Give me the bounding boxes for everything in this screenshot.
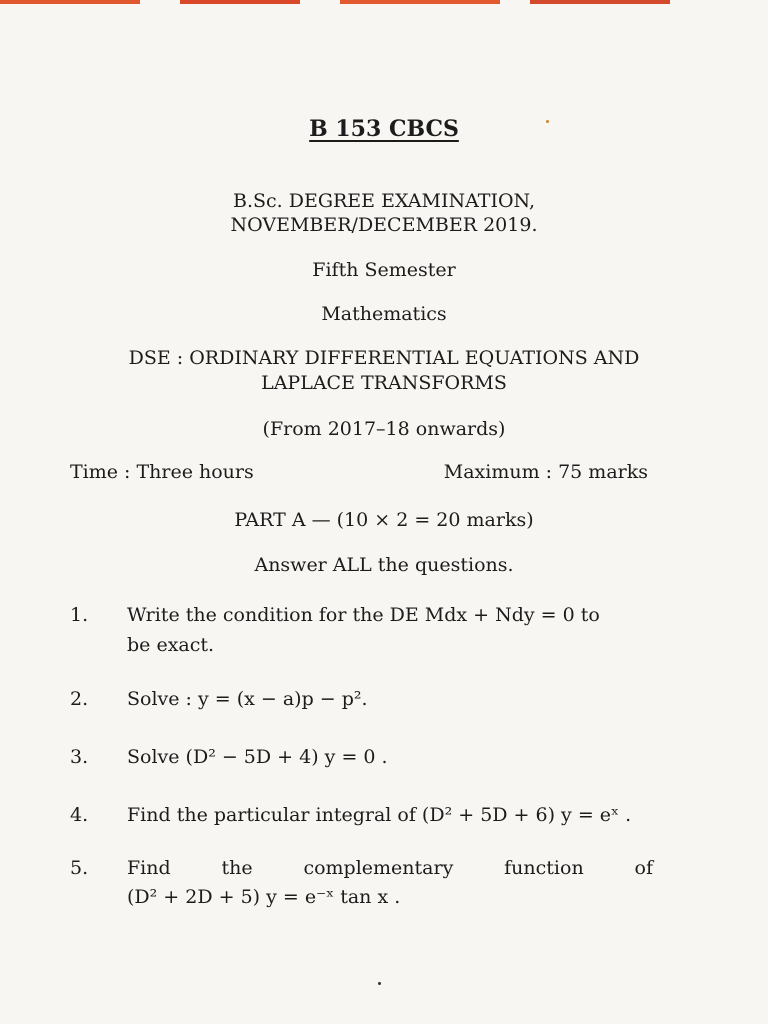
question-3-text: Solve (D² − 5D + 4) y = 0 . — [127, 746, 388, 768]
question-5-line-1 — [127, 857, 653, 879]
question-number: 4. — [70, 804, 89, 826]
part-instruction: Answer ALL the questions. — [254, 554, 514, 576]
scheme: (From 2017–18 onwards) — [262, 418, 506, 440]
question-1-line-2: be exact. — [127, 634, 215, 656]
question-4-text: Find the particular integral of (D² + 5D + 6) y = eˣ . — [127, 804, 632, 826]
question-5-word: complementary — [303, 857, 454, 879]
question-5-word: the — [221, 857, 253, 879]
paper-title-line-1: DSE : ORDINARY DIFFERENTIAL EQUATIONS AND — [128, 347, 640, 369]
ink-speck — [378, 982, 381, 985]
degree-line-1: B.Sc. DEGREE EXAMINATION, — [232, 190, 535, 212]
question-5-word: of — [634, 857, 653, 879]
time-allowed: Time : Three hours — [70, 461, 254, 483]
semester: Fifth Semester — [312, 259, 456, 281]
question-number: 1. — [70, 604, 89, 626]
top-edge-strip — [0, 0, 768, 6]
paper-title-line-2: LAPLACE TRANSFORMS — [261, 372, 507, 394]
paper-code-line — [0, 116, 768, 142]
question-number: 2. — [70, 688, 89, 710]
question-1-line-1: Write the condition for the DE Mdx + Ndy = 0 to — [127, 604, 600, 626]
question-2-text: Solve : y = (x − a)p − p². — [127, 688, 368, 710]
maximum-marks: Maximum : 75 marks — [443, 461, 648, 483]
question-5-line-2: (D² + 2D + 5) y = e⁻ˣ tan x . — [127, 886, 401, 908]
part-title: PART A — (10 × 2 = 20 marks) — [234, 509, 534, 531]
paper-code: B 153 CBCS — [309, 116, 459, 142]
question-5-word: function — [504, 857, 584, 879]
question-number: 3. — [70, 746, 89, 768]
degree-line-2: NOVEMBER/DECEMBER 2019. — [230, 214, 538, 236]
subject: Mathematics — [321, 303, 447, 325]
question-5-word: Find — [127, 857, 171, 879]
question-number: 5. — [70, 857, 89, 879]
